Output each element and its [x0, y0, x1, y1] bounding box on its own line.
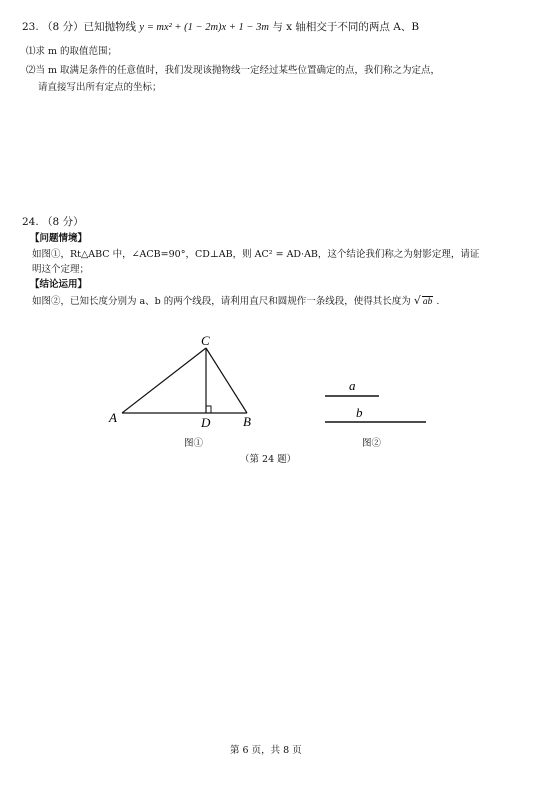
q23-header	[22, 20, 419, 35]
figure-caption: （第 24 题）	[240, 454, 297, 465]
q23-part2-cont: 请直接写出所有定点的坐标；	[38, 82, 162, 93]
q24-application-suffix: .	[436, 296, 440, 307]
figure2-segments	[315, 372, 435, 432]
q24-application	[32, 295, 439, 309]
sqrt-content: ab	[422, 297, 433, 307]
label-a: a	[349, 378, 356, 393]
figure2-caption: 图②	[362, 438, 382, 449]
q24-section-situation: 【问题情境】	[30, 233, 88, 244]
side-CB	[206, 348, 247, 413]
q23-part2: ⑵当 m 取满足条件的任意值时，我们发现该抛物线一定经过某些位置确定的点，我们称之为定点，	[26, 65, 441, 76]
q24-situation-line1: 如图①，Rt△ABC 中，∠ACB=90°，CD⊥AB，则 AC² = AD·AB，这个结论我们称之为射影定理，请证	[32, 249, 480, 260]
q24-score: （8 分）	[42, 216, 84, 228]
figure1-caption: 图①	[184, 438, 204, 449]
label-D: D	[201, 415, 211, 430]
q23-number: 23.	[22, 21, 39, 33]
q24-number: 24.	[22, 216, 39, 228]
label-A: A	[109, 410, 117, 425]
q24-application-text: 如图②，已知长度分别为 a、b 的两个线段，请利用直尺和圆规作一条线段，使得其长度为	[32, 296, 411, 307]
q24-section-application: 【结论运用】	[30, 279, 88, 290]
sqrt-ab	[414, 295, 434, 309]
side-AC	[122, 348, 206, 413]
q24-header	[22, 215, 84, 229]
q23-part1: ⑴求 m 的取值范围；	[26, 46, 118, 57]
label-C: C	[201, 335, 210, 348]
q23-equation: y = mx² + (1 − 2m)x + 1 − 3m	[139, 22, 269, 33]
page-footer: 第 6 页，共 8 页	[230, 745, 302, 756]
q23-score: （8 分）	[42, 21, 84, 33]
sqrt-icon: √	[413, 294, 421, 307]
label-B: B	[243, 414, 251, 429]
q23-stem-suffix: 与 x 轴相交于不同的两点 A、B	[272, 21, 420, 33]
label-b: b	[356, 405, 363, 420]
right-angle-mark	[206, 406, 211, 413]
q24-situation-line2: 明这个定理；	[32, 264, 90, 275]
q23-stem-prefix: 已知抛物线	[83, 21, 137, 33]
